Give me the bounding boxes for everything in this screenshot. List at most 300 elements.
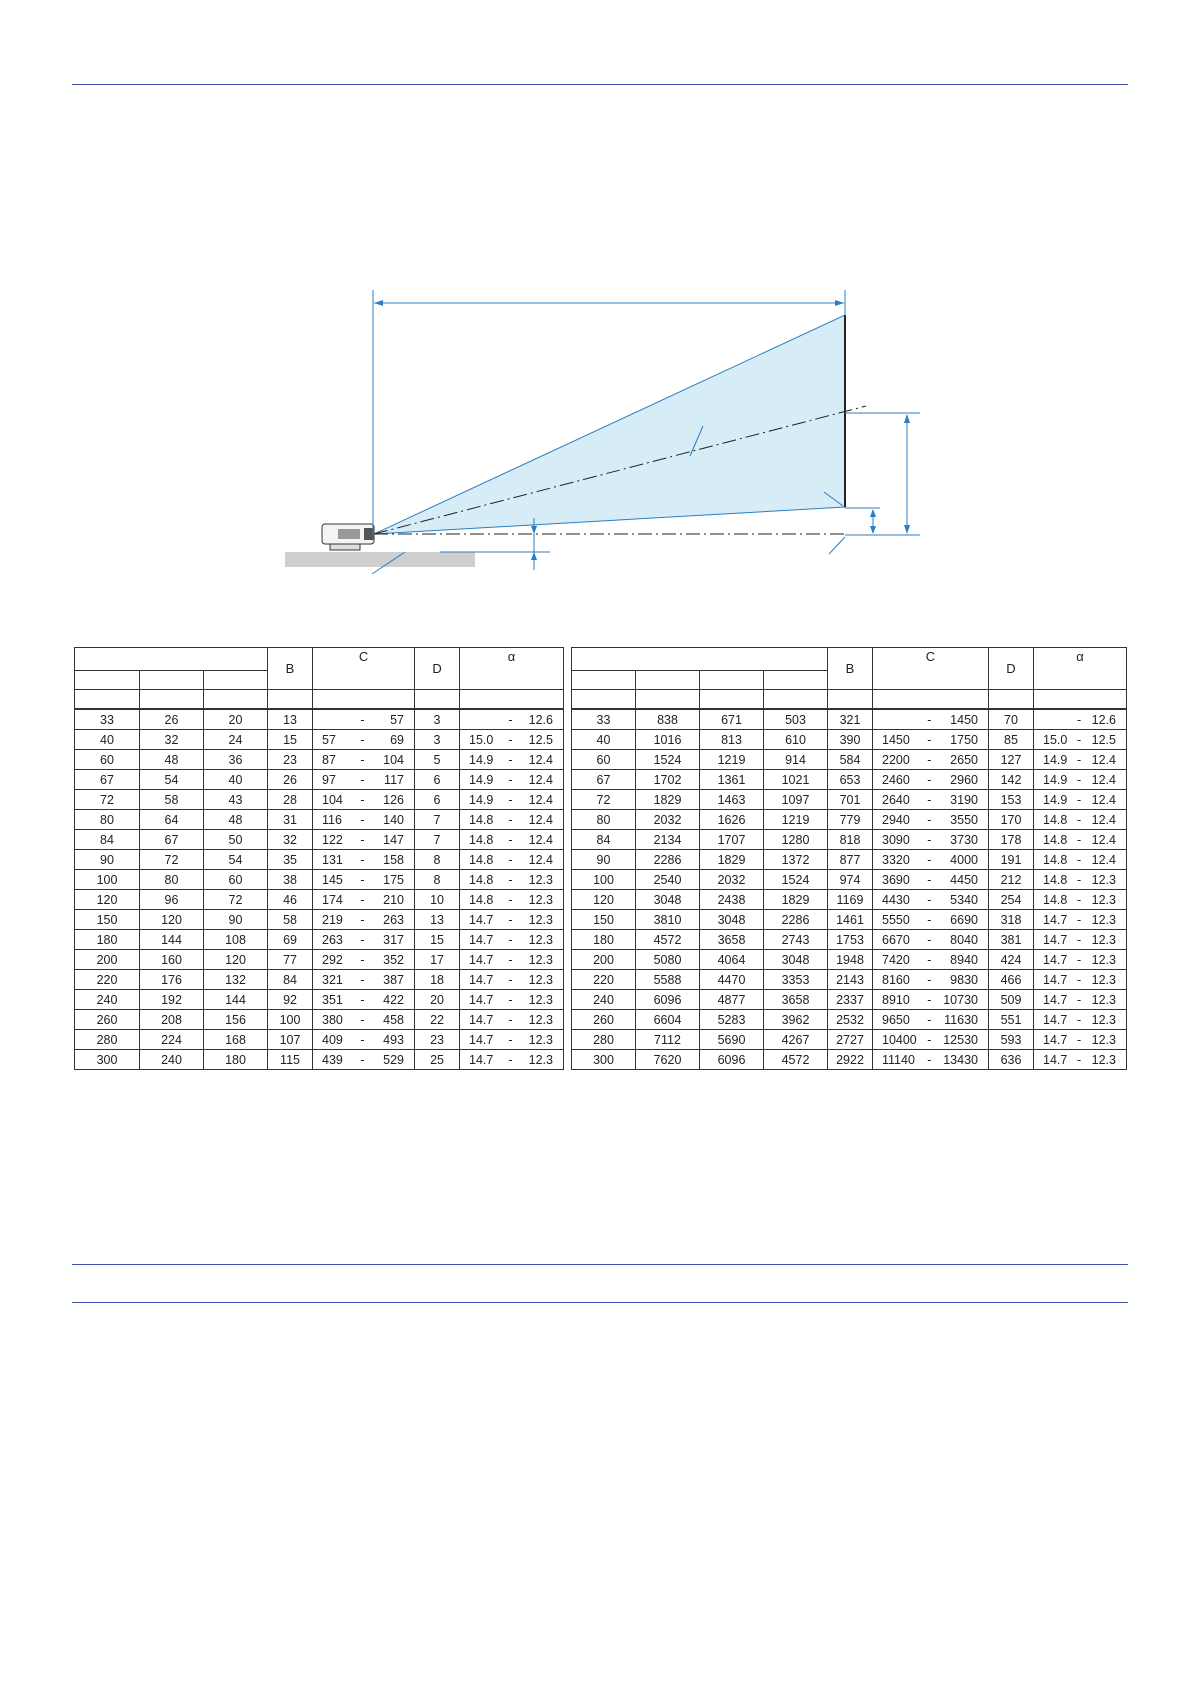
range-high: 317 bbox=[383, 932, 404, 947]
range-separator: - bbox=[927, 932, 932, 947]
range-separator: - bbox=[508, 892, 513, 907]
table-row bbox=[572, 850, 1127, 870]
table-cell: 23 bbox=[415, 1030, 460, 1050]
table-cell bbox=[460, 830, 564, 850]
range-separator: - bbox=[1076, 712, 1082, 727]
range-high: 12.3 bbox=[1091, 932, 1116, 947]
range-separator: - bbox=[1076, 952, 1082, 967]
range-separator: - bbox=[360, 892, 365, 907]
range-low: 14.8 bbox=[1043, 832, 1068, 847]
table-cell: 300 bbox=[572, 1050, 636, 1070]
table-cell: 80 bbox=[140, 870, 204, 890]
table-cell: 6 bbox=[415, 770, 460, 790]
range-high: 12.4 bbox=[1091, 772, 1116, 787]
table-cell: 1097 bbox=[764, 790, 828, 810]
table-cell: 33 bbox=[572, 709, 636, 730]
table-cell: 2286 bbox=[636, 850, 700, 870]
table-cell bbox=[460, 730, 564, 750]
table-row bbox=[75, 810, 564, 830]
range-low: 14.8 bbox=[469, 852, 494, 867]
range-low: 10400 bbox=[882, 1032, 917, 1047]
range-high: 12.3 bbox=[1091, 952, 1116, 967]
range-low: 15.0 bbox=[1043, 732, 1068, 747]
table-row bbox=[572, 990, 1127, 1010]
range-separator: - bbox=[927, 912, 932, 927]
table-cell: 260 bbox=[75, 1010, 140, 1030]
header-screen-size bbox=[572, 648, 828, 671]
range-high: 12.3 bbox=[1091, 872, 1116, 887]
range-high: 529 bbox=[383, 1052, 404, 1067]
table-cell: 877 bbox=[828, 850, 873, 870]
range-separator: - bbox=[508, 752, 513, 767]
table-cell: 2532 bbox=[828, 1010, 873, 1030]
header-alpha: α bbox=[460, 648, 564, 690]
table-cell: 2337 bbox=[828, 990, 873, 1010]
table-cell: 43 bbox=[204, 790, 268, 810]
table-cell: 2032 bbox=[700, 870, 764, 890]
table-cell: 54 bbox=[204, 850, 268, 870]
table-row bbox=[572, 1010, 1127, 1030]
table-cell: 168 bbox=[204, 1030, 268, 1050]
table-cell bbox=[460, 910, 564, 930]
table-cell: 610 bbox=[764, 730, 828, 750]
range-separator: - bbox=[1076, 892, 1082, 907]
table-cell bbox=[1034, 870, 1127, 890]
table-row bbox=[75, 930, 564, 950]
table-row bbox=[75, 750, 564, 770]
header-c: C bbox=[313, 648, 415, 690]
range-high: 2960 bbox=[950, 772, 978, 787]
table-cell bbox=[460, 1050, 564, 1070]
range-high: 12.3 bbox=[1091, 892, 1116, 907]
table-cell: 13 bbox=[415, 910, 460, 930]
table-cell: 509 bbox=[989, 990, 1034, 1010]
table-cell: 20 bbox=[415, 990, 460, 1010]
table-cell bbox=[313, 870, 415, 890]
table-cell: 3658 bbox=[700, 930, 764, 950]
table-cell bbox=[1034, 709, 1127, 730]
table-cell: 813 bbox=[700, 730, 764, 750]
range-low: 409 bbox=[322, 1032, 343, 1047]
range-high: 147 bbox=[383, 832, 404, 847]
range-low: 14.7 bbox=[1043, 952, 1068, 967]
table-cell bbox=[460, 930, 564, 950]
header-unit-diagonal-mm bbox=[636, 690, 700, 710]
table-cell: 38 bbox=[268, 870, 313, 890]
range-low: 14.7 bbox=[469, 1052, 494, 1067]
table-cell: 2540 bbox=[636, 870, 700, 890]
header-unit-diagonal-inch bbox=[572, 690, 636, 710]
range-separator: - bbox=[360, 832, 365, 847]
range-low: 174 bbox=[322, 892, 343, 907]
table-cell bbox=[1034, 910, 1127, 930]
range-separator: - bbox=[1076, 772, 1082, 787]
range-low: 14.7 bbox=[1043, 1012, 1068, 1027]
table-row bbox=[75, 850, 564, 870]
range-low: 219 bbox=[322, 912, 343, 927]
range-separator: - bbox=[360, 932, 365, 947]
range-high: 263 bbox=[383, 912, 404, 927]
range-low: 14.9 bbox=[1043, 772, 1068, 787]
header-unit-c bbox=[873, 690, 989, 710]
table-cell: 33 bbox=[75, 709, 140, 730]
range-separator: - bbox=[508, 812, 513, 827]
header-width bbox=[700, 671, 764, 690]
table-cell: 6 bbox=[415, 790, 460, 810]
table-cell: 90 bbox=[75, 850, 140, 870]
header-unit-width bbox=[140, 690, 204, 710]
range-high: 117 bbox=[384, 772, 404, 787]
range-high: 12.3 bbox=[1091, 912, 1116, 927]
table-cell: 35 bbox=[268, 850, 313, 870]
table-cell: 4064 bbox=[700, 950, 764, 970]
table-cell: 72 bbox=[572, 790, 636, 810]
header-unit-height bbox=[204, 690, 268, 710]
table-cell: 100 bbox=[75, 870, 140, 890]
table-cell bbox=[873, 790, 989, 810]
table-cell: 50 bbox=[204, 830, 268, 850]
table-cell: 77 bbox=[268, 950, 313, 970]
table-cell: 6096 bbox=[636, 990, 700, 1010]
range-low: 8910 bbox=[882, 992, 910, 1007]
range-separator: - bbox=[360, 1012, 365, 1027]
table-cell: 20 bbox=[204, 709, 268, 730]
table-cell bbox=[1034, 730, 1127, 750]
range-high: 6690 bbox=[950, 912, 978, 927]
table-cell: 1524 bbox=[764, 870, 828, 890]
table-cell: 72 bbox=[140, 850, 204, 870]
table-cell bbox=[313, 750, 415, 770]
range-low: 321 bbox=[322, 972, 343, 987]
table-cell bbox=[1034, 990, 1127, 1010]
table-row bbox=[572, 730, 1127, 750]
range-separator: - bbox=[1076, 752, 1082, 767]
table-cell: 240 bbox=[140, 1050, 204, 1070]
range-low: 97 bbox=[322, 772, 336, 787]
table-cell: 974 bbox=[828, 870, 873, 890]
table-row bbox=[75, 709, 564, 730]
range-low: 14.7 bbox=[1043, 1052, 1068, 1067]
range-separator: - bbox=[1076, 732, 1082, 747]
range-separator: - bbox=[508, 712, 513, 727]
table-row bbox=[572, 830, 1127, 850]
table-cell bbox=[313, 850, 415, 870]
table-cell: 58 bbox=[140, 790, 204, 810]
table-cell: 240 bbox=[572, 990, 636, 1010]
table-cell: 176 bbox=[140, 970, 204, 990]
table-cell bbox=[1034, 1030, 1127, 1050]
range-low: 14.8 bbox=[469, 872, 494, 887]
range-low: 4430 bbox=[882, 892, 910, 907]
table-cell: 318 bbox=[989, 910, 1034, 930]
table-cell: 120 bbox=[140, 910, 204, 930]
range-separator: - bbox=[1076, 792, 1082, 807]
table-cell: 300 bbox=[75, 1050, 140, 1070]
range-high: 1450 bbox=[950, 712, 978, 727]
table-cell: 54 bbox=[140, 770, 204, 790]
header-unit-d bbox=[415, 690, 460, 710]
table-row bbox=[572, 950, 1127, 970]
table-cell: 5283 bbox=[700, 1010, 764, 1030]
table-cell: 40 bbox=[572, 730, 636, 750]
table-cell: 32 bbox=[268, 830, 313, 850]
range-low: 14.7 bbox=[469, 972, 494, 987]
table-row bbox=[572, 1050, 1127, 1070]
table-cell bbox=[873, 990, 989, 1010]
range-separator: - bbox=[508, 852, 513, 867]
range-high: 12.4 bbox=[528, 832, 553, 847]
table-cell bbox=[460, 850, 564, 870]
table-cell: 1361 bbox=[700, 770, 764, 790]
range-low: 14.7 bbox=[1043, 972, 1068, 987]
table-cell bbox=[1034, 950, 1127, 970]
range-separator: - bbox=[508, 792, 513, 807]
header-d: D bbox=[415, 648, 460, 690]
range-high: 12.5 bbox=[528, 732, 553, 747]
table-row bbox=[75, 910, 564, 930]
table-cell bbox=[313, 770, 415, 790]
range-low: 122 bbox=[322, 832, 343, 847]
table-cell bbox=[460, 1010, 564, 1030]
range-low: 263 bbox=[322, 932, 343, 947]
table-cell: 26 bbox=[140, 709, 204, 730]
header-b: B bbox=[268, 648, 313, 690]
table-cell: 4877 bbox=[700, 990, 764, 1010]
range-separator: - bbox=[1076, 912, 1082, 927]
table-cell bbox=[460, 990, 564, 1010]
range-low: 3690 bbox=[882, 872, 910, 887]
table-cell bbox=[313, 1010, 415, 1030]
table-cell: 208 bbox=[140, 1010, 204, 1030]
table-cell: 85 bbox=[989, 730, 1034, 750]
table-cell: 584 bbox=[828, 750, 873, 770]
table-cell bbox=[313, 890, 415, 910]
table-cell: 3353 bbox=[764, 970, 828, 990]
table-cell: 3962 bbox=[764, 1010, 828, 1030]
range-separator: - bbox=[1076, 1032, 1082, 1047]
table-cell: 1219 bbox=[700, 750, 764, 770]
range-low: 14.8 bbox=[469, 832, 494, 847]
table-cell: 2438 bbox=[700, 890, 764, 910]
header-screen-size bbox=[75, 648, 268, 671]
range-separator: - bbox=[360, 752, 365, 767]
table-row bbox=[572, 870, 1127, 890]
range-separator: - bbox=[508, 992, 513, 1007]
table-cell bbox=[313, 810, 415, 830]
table-cell bbox=[460, 770, 564, 790]
bottom-rule-upper bbox=[72, 1264, 1128, 1265]
range-low: 14.7 bbox=[1043, 912, 1068, 927]
header-height bbox=[204, 671, 268, 690]
table-cell: 2743 bbox=[764, 930, 828, 950]
range-separator: - bbox=[1076, 832, 1082, 847]
table-cell: 60 bbox=[75, 750, 140, 770]
range-high: 12.3 bbox=[1091, 1012, 1116, 1027]
table-cell: 200 bbox=[572, 950, 636, 970]
table-cell: 170 bbox=[989, 810, 1034, 830]
range-separator: - bbox=[927, 992, 932, 1007]
table-cell: 70 bbox=[989, 709, 1034, 730]
table-cell: 144 bbox=[140, 930, 204, 950]
range-high: 12.4 bbox=[528, 752, 553, 767]
range-high: 4450 bbox=[950, 872, 978, 887]
table-cell: 150 bbox=[75, 910, 140, 930]
table-cell: 150 bbox=[572, 910, 636, 930]
range-high: 12.4 bbox=[528, 812, 553, 827]
range-low: 2940 bbox=[882, 812, 910, 827]
table-cell: 160 bbox=[140, 950, 204, 970]
table-cell: 40 bbox=[75, 730, 140, 750]
table-cell: 551 bbox=[989, 1010, 1034, 1030]
range-high: 5340 bbox=[950, 892, 978, 907]
table-cell: 1021 bbox=[764, 770, 828, 790]
table-cell: 100 bbox=[572, 870, 636, 890]
range-high: 8040 bbox=[950, 932, 978, 947]
range-separator: - bbox=[360, 912, 365, 927]
table-cell: 6604 bbox=[636, 1010, 700, 1030]
range-high: 352 bbox=[383, 952, 404, 967]
range-high: 387 bbox=[383, 972, 404, 987]
table-cell: 914 bbox=[764, 750, 828, 770]
table-cell: 69 bbox=[268, 930, 313, 950]
range-separator: - bbox=[360, 1052, 365, 1067]
table-cell bbox=[1034, 810, 1127, 830]
range-low: 2640 bbox=[882, 792, 910, 807]
range-separator: - bbox=[360, 732, 365, 747]
table-cell: 1461 bbox=[828, 910, 873, 930]
table-row bbox=[572, 890, 1127, 910]
table-row bbox=[572, 910, 1127, 930]
range-high: 12.3 bbox=[1091, 972, 1116, 987]
range-separator: - bbox=[927, 832, 932, 847]
range-low: 3320 bbox=[882, 852, 910, 867]
range-low: 14.8 bbox=[1043, 892, 1068, 907]
header-height bbox=[764, 671, 828, 690]
table-cell: 32 bbox=[140, 730, 204, 750]
header-alpha: α bbox=[1034, 648, 1127, 690]
projection-diagram bbox=[0, 260, 1191, 590]
table-cell: 67 bbox=[75, 770, 140, 790]
table-cell: 84 bbox=[75, 830, 140, 850]
table-cell: 3810 bbox=[636, 910, 700, 930]
table-cell bbox=[1034, 850, 1127, 870]
table-cell: 3658 bbox=[764, 990, 828, 1010]
table-cell: 2143 bbox=[828, 970, 873, 990]
range-high: 12.3 bbox=[528, 872, 553, 887]
table-cell: 28 bbox=[268, 790, 313, 810]
table-cell: 25 bbox=[415, 1050, 460, 1070]
table-cell: 7112 bbox=[636, 1030, 700, 1050]
range-separator: - bbox=[927, 712, 932, 727]
table-cell: 1524 bbox=[636, 750, 700, 770]
range-high: 12.3 bbox=[528, 952, 553, 967]
table-cell: 1948 bbox=[828, 950, 873, 970]
range-high: 12.3 bbox=[1091, 1052, 1116, 1067]
table-cell: 180 bbox=[204, 1050, 268, 1070]
range-high: 4000 bbox=[950, 852, 978, 867]
range-high: 12.4 bbox=[1091, 752, 1116, 767]
table-cell: 26 bbox=[268, 770, 313, 790]
table-cell bbox=[313, 790, 415, 810]
range-high: 12.5 bbox=[1091, 732, 1116, 747]
range-low: 87 bbox=[322, 752, 336, 767]
range-high: 12.4 bbox=[1091, 792, 1116, 807]
table-cell: 180 bbox=[572, 930, 636, 950]
table-cell: 1016 bbox=[636, 730, 700, 750]
range-low: 5550 bbox=[882, 912, 910, 927]
table-cell bbox=[873, 810, 989, 830]
table-cell: 1169 bbox=[828, 890, 873, 910]
range-low: 11140 bbox=[882, 1052, 915, 1067]
table-cell: 15 bbox=[268, 730, 313, 750]
range-high: 175 bbox=[383, 872, 404, 887]
range-separator: - bbox=[508, 912, 513, 927]
table-cell: 818 bbox=[828, 830, 873, 850]
range-high: 12.3 bbox=[528, 1012, 553, 1027]
leader-axis-bottom bbox=[829, 537, 845, 554]
table-cell bbox=[873, 830, 989, 850]
table-cell: 120 bbox=[204, 950, 268, 970]
range-separator: - bbox=[508, 872, 513, 887]
table-cell bbox=[460, 890, 564, 910]
range-separator: - bbox=[508, 1032, 513, 1047]
table-row bbox=[75, 890, 564, 910]
header-c: C bbox=[873, 648, 989, 690]
table-cell bbox=[313, 830, 415, 850]
table-cell: 72 bbox=[75, 790, 140, 810]
range-low: 104 bbox=[322, 792, 343, 807]
header-d: D bbox=[989, 648, 1034, 690]
table-cell bbox=[1034, 1010, 1127, 1030]
range-high: 1750 bbox=[950, 732, 978, 747]
range-high: 69 bbox=[390, 732, 404, 747]
table-cell: 84 bbox=[572, 830, 636, 850]
table-cell: 424 bbox=[989, 950, 1034, 970]
distance-table-inches bbox=[74, 647, 564, 1070]
range-separator: - bbox=[1076, 992, 1082, 1007]
table-row bbox=[75, 830, 564, 850]
table-cell bbox=[873, 950, 989, 970]
table-cell bbox=[313, 1030, 415, 1050]
table-cell bbox=[313, 1050, 415, 1070]
table-row bbox=[572, 790, 1127, 810]
table-cell: 4572 bbox=[764, 1050, 828, 1070]
table-cell: 1829 bbox=[700, 850, 764, 870]
range-high: 126 bbox=[383, 792, 404, 807]
range-high: 9830 bbox=[950, 972, 978, 987]
table-cell: 3048 bbox=[636, 890, 700, 910]
range-low: 7420 bbox=[882, 952, 910, 967]
table-cell: 1219 bbox=[764, 810, 828, 830]
table-cell: 24 bbox=[204, 730, 268, 750]
range-separator: - bbox=[927, 732, 932, 747]
range-high: 12.3 bbox=[528, 1052, 553, 1067]
table-cell: 90 bbox=[204, 910, 268, 930]
table-cell: 178 bbox=[989, 830, 1034, 850]
table-row bbox=[75, 770, 564, 790]
table-cell: 67 bbox=[572, 770, 636, 790]
range-low: 1450 bbox=[882, 732, 910, 747]
range-low: 15.0 bbox=[469, 732, 494, 747]
table-cell bbox=[873, 910, 989, 930]
table-cell: 1829 bbox=[764, 890, 828, 910]
table-cell: 13 bbox=[268, 709, 313, 730]
table-cell bbox=[313, 970, 415, 990]
table-cell: 3 bbox=[415, 709, 460, 730]
range-separator: - bbox=[508, 732, 513, 747]
range-separator: - bbox=[360, 952, 365, 967]
table-cell: 72 bbox=[204, 890, 268, 910]
